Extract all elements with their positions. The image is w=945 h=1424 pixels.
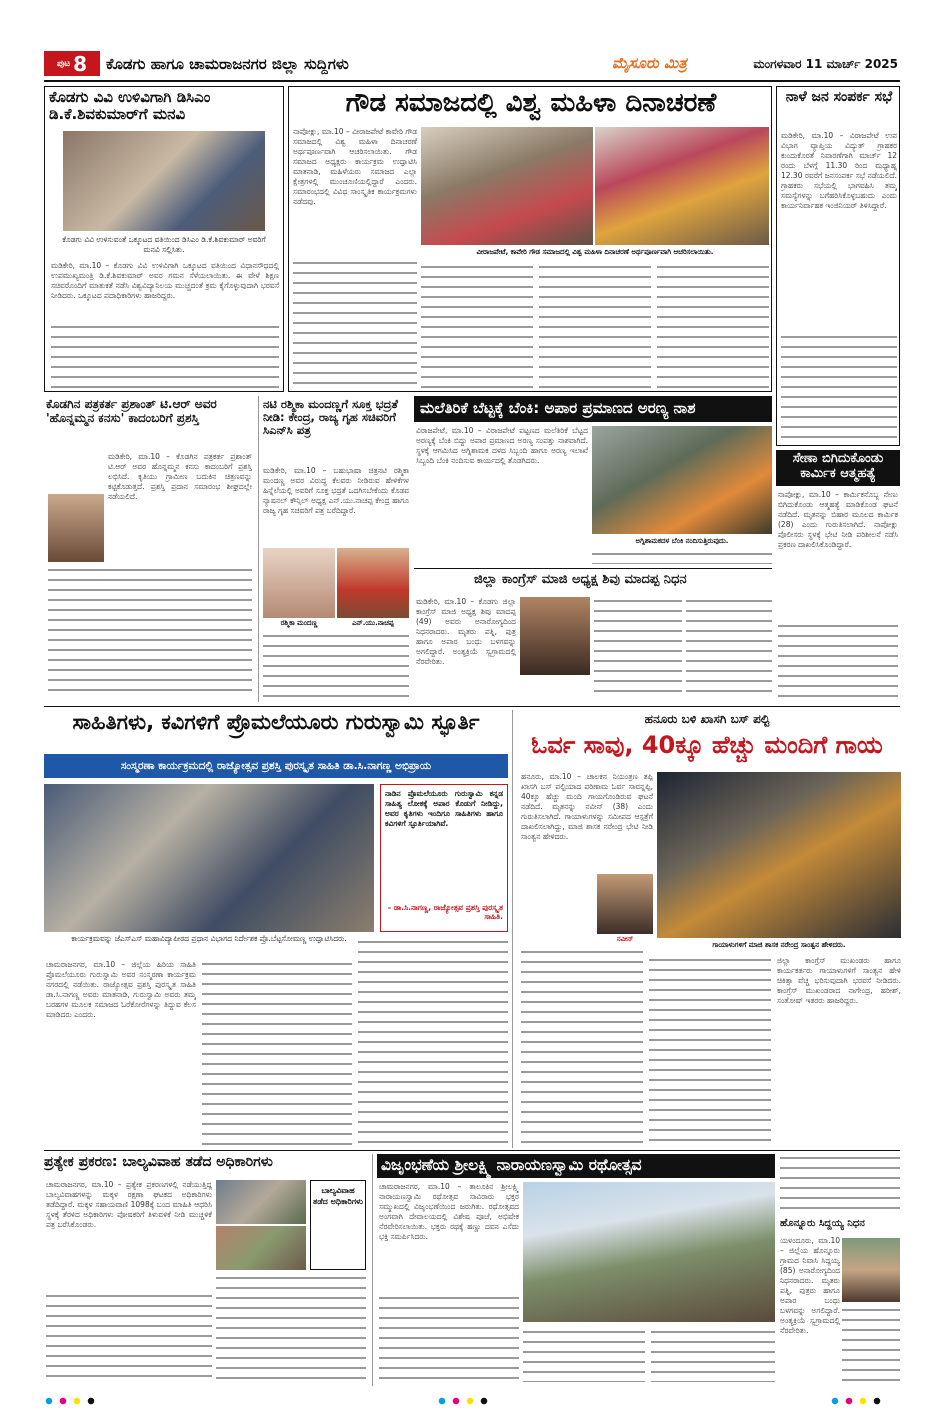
child-marriage-headline: ಪ್ರತ್ಯೇಕ ಪ್ರಕರಣ: ಬಾಲ್ಯವಿವಾಹ ತಡೆದ ಅಧಿಕಾರಿಗಳು (44, 1154, 273, 1170)
suicide-body: ನಾಪೋಕ್ಲು, ಮಾ.10 – ಕಾರ್ಮಿಕನೊಬ್ಬ ನೇಣು ಬಿಗಿದುಕೊಂಡು ಆತ್ಮಹತ್ಯೆ ಮಾಡಿಕೊಂಡ ಘಟನೆ ನಡೆದಿದೆ. ಮೃತನನ್ನು ಬಿಹಾರ ಮೂಲದ ಕಾರ್ಮಿಕ (28) ಎಂದು ಗುರುತಿಸಲಾಗಿದೆ. ನಾಪೋಕ್ಲು ಪೊಲೀಸರು ಸ್ಥಳಕ್ಕೆ ಭೇಟಿ ನೀಡಿ ಪರಿಶೀಲನೆ ನಡೆಸಿ ಪ್ರಕರಣ ದಾಖಲಿಸಿಕೊಂಡಿದ್ದಾರೆ. (778, 490, 898, 549)
rashmika-body: ಮಡಿಕೇರಿ, ಮಾ.10 – ಬಹುಭಾಷಾ ಚಿತ್ರನಟಿ ರಶ್ಮಿಕಾ ಮಂದಣ್ಣ ಅವರ ವಿರುದ್ಧ ಕೆಲವರು ನೀಡಿರುವ ಹೇಳಿಕೆಗಳ ಹಿನ್ನೆಲೆಯಲ್ಲಿ ಅವರಿಗೆ ಸೂಕ್ತ ಭದ್ರತೆ ಒದಗಿಸಬೇಕೆಂದು ಕೊಡವ ನ್ಯಾಷನಲ್ ಕೌನ್ಸಿಲ್ ಅಧ್ಯಕ್ಷ ಎನ್.ಯು.ನಾಚಪ್ಪ ಕೇಂದ್ರ ಹಾಗೂ ರಾಜ್ಯ ಗೃಹ ಸಚಿವರಿಗೆ ಪತ್ರ ಬರೆದಿದ್ದಾರೆ. (263, 466, 409, 515)
page-number-badge (44, 51, 100, 76)
rashmika-story (258, 396, 410, 702)
rashmika-body-cont (263, 632, 409, 698)
paper-logo: ಮೈಸೂರು ಮಿತ್ರ (612, 54, 687, 72)
siddaiah-photo (842, 1238, 900, 1302)
child-marriage-body: ಚಾಮರಾಜನಗರ, ಮಾ.10 – ಪ್ರತ್ಯೇಕ ಪ್ರಕರಣಗಳಲ್ಲಿ ನಡೆಯುತ್ತಿದ್ದ ಬಾಲ್ಯವಿವಾಹಗಳನ್ನು ಮಕ್ಕಳ ರಕ್ಷಣಾ ಘಟಕದ ಅಧಿಕಾರಿಗಳು ತಡೆದಿದ್ದಾರೆ. ಮಕ್ಕಳ ಸಹಾಯವಾಣಿ 1098ಕ್ಕೆ ಬಂದ ಮಾಹಿತಿ ಆಧರಿಸಿ ಸ್ಥಳಕ್ಕೆ ತೆರಳಿದ ಅಧಿಕಾರಿಗಳು ಪೋಷಕರಿಗೆ ತಿಳುವಳಿಕೆ ನೀಡಿ ಮುಚ್ಚಳಿಕೆ ಪತ್ರ ಬರೆಸಿಕೊಂಡರು. (46, 1180, 212, 1229)
rashmika-photo (263, 548, 335, 618)
prashanth-photo (48, 494, 104, 562)
suicide-headline: ಸೇಣಾ ಬಿಗಿದುಕೊಂಡು ಕಾರ್ಮಿಕ ಆತ್ಮಹತ್ಯೆ (776, 450, 900, 486)
naveen-photo (597, 874, 653, 934)
page-number: 8 (73, 51, 88, 76)
child-marriage-photo-1 (216, 1180, 306, 1224)
sahitigalu-caption: ಕಾರ್ಯಕ್ರಮವನ್ನು ಜೆಎಸ್‌ಎಸ್ ಮಹಾವಿದ್ಯಾಪೀಠದ ಪ್ರಧಾನ ವಿಭಾಗದ ನಿರ್ದೇಶಕ ಪ್ರೊ.ಬೆಟ್ಟಸೋಮಣ್ಣ ಉದ್ಘಾಟಿಸಿದರು. (71, 934, 347, 943)
dcm-photo (63, 131, 265, 231)
sahitigalu-quote-box (380, 784, 508, 932)
janasampark-headline: ನಾಳೆ ಜನ ಸಂಪರ್ಕ ಸಭೆ (785, 89, 893, 105)
gowda-caption: ವೀರಾಜಪೇಟೆ, ಕಾವೇರಿ ಗೌಡ ಸಮಾಜದಲ್ಲಿ ವಿಶ್ವ ಮಹಿಳಾ ದಿನಾಚರಣೆ ಅರ್ಥಪೂರ್ಣವಾಗಿ ಆಚರಿಸಲಾಯಿತು. (476, 248, 714, 256)
rathotsava-photo (523, 1182, 775, 1322)
rathotsava-body-col1 (379, 1294, 519, 1382)
gowda-body-col4 (657, 263, 769, 389)
dcm-body-cont (51, 323, 279, 389)
print-registration-marks (44, 1394, 900, 1408)
gowda-photo-left (421, 127, 593, 245)
child-marriage-body-cont (46, 1292, 212, 1382)
forest-fire-photo (592, 426, 772, 534)
shivu-body-col2 (594, 597, 682, 699)
child-marriage-story (44, 1154, 368, 1386)
janasampark-body-cont (781, 333, 897, 441)
registration-dots-left (44, 1394, 114, 1408)
prashanth-body-cont (48, 566, 252, 698)
bus-body-col2 (649, 956, 771, 1144)
child-marriage-side-box: ಬಾಲ್ಯವಿವಾಹ ತಡೆದ ಅಧಿಕಾರಿಗಳು (310, 1180, 366, 1270)
sahitigalu-quote: ನಾಡಿನ ಪ್ರೊಮಲೆಯೂರು ಗುರುಸ್ವಾಮಿ ಕನ್ನಡ ಸಾಹಿತ್ಯ ಲೋಕಕ್ಕೆ ಅಪಾರ ಕೊಡುಗೆ ನೀಡಿದ್ದು, ಅವರ ಕೃತಿಗಳು ಇಂದಿಗೂ ಸಾಹಿತಿಗಳು ಹಾಗೂ ಕವಿಗಳಿಗೆ ಸ್ಫೂರ್ತಿಯಾಗಿವೆ. (385, 789, 503, 828)
prashanth-story (44, 396, 254, 702)
bus-photo (657, 772, 901, 938)
bus-body-col1 (521, 948, 643, 1144)
gowda-body-col3 (539, 263, 651, 389)
rathotsava-body-col3 (651, 1328, 775, 1382)
sahitigalu-body: ಚಾಮರಾಜನಗರ, ಮಾ.10 – ಜಿಲ್ಲೆಯ ಹಿರಿಯ ಸಾಹಿತಿ ಪ್ರೊಮಲೆಯೂರು ಗುರುಸ್ವಾಮಿ ಅವರ ಸಂಸ್ಮರಣಾ ಕಾರ್ಯಕ್ರಮ ನಗರದಲ್ಲಿ ನಡೆಯಿತು. ರಾಜ್ಯೋತ್ಸವ ಪ್ರಶಸ್ತಿ ಪುರಸ್ಕೃತ ಸಾಹಿತಿ ಡಾ.ಸಿ.ನಾಗಣ್ಣ ಅವರು ಮಾತನಾಡಿ, ಗುರುಸ್ವಾಮಿ ಅವರು ತಮ್ಮ ಬರಹಗಳ ಮೂಲಕ ಸಮಾಜದ ಓರೆಕೋರೆಗಳನ್ನು ತಿದ್ದುವ ಕೆಲಸ ಮಾಡಿದರು ಎಂದರು. (46, 960, 196, 1019)
sahitigalu-subheadline: ಸಂಸ್ಮರಣಾ ಕಾರ್ಯಕ್ರಮದಲ್ಲಿ ರಾಜ್ಯೋತ್ಸವ ಪ್ರಶಸ್ತಿ ಪುರಸ್ಕೃತ ಸಾಹಿತಿ ಡಾ.ಸಿ.ನಾಗಣ್ಣ ಅಭಿಪ್ರಾಯ (44, 754, 508, 778)
sahitigalu-headline: ಸಾಹಿತಿಗಳು, ಕವಿಗಳಿಗೆ ಪ್ರೊಮಲೆಯೂರು ಗುರುಸ್ವಾಮಿ ಸ್ಫೂರ್ತಿ (72, 710, 480, 734)
sahitigalu-photo (44, 784, 374, 932)
sahitigalu-story (44, 710, 508, 1148)
siddaiah-body: ಯಳಂದೂರು, ಮಾ.10 – ಜಿಲ್ಲೆಯ ಹೊನ್ನೂರು ಗ್ರಾಮದ ನಿವಾಸಿ ಸಿದ್ದಯ್ಯ (85) ಅನಾರೋಗ್ಯದಿಂದ ನಿಧನರಾದರು. ಮೃತರು ಪತ್ನಿ, ಪುತ್ರರು ಹಾಗೂ ಅಪಾರ ಬಂಧು ಬಳಗವನ್ನು ಅಗಲಿದ್ದಾರೆ. ಅಂತ್ಯಕ್ರಿಯೆ ಸ್ವಗ್ರಾಮದಲ್ಲಿ ನೆರವೇರಿತು. (780, 1236, 840, 1335)
bus-body: ಹನೂರು, ಮಾ.10 – ಚಾಲಕನ ನಿಯಂತ್ರಣ ತಪ್ಪಿ ಖಾಸಗಿ ಬಸ್ ಪಲ್ಟಿಯಾದ ಪರಿಣಾಮ ಓರ್ವ ಸಾವನ್ನಪ್ಪಿ, 40ಕ್ಕೂ ಹೆಚ್ಚು ಮಂದಿ ಗಾಯಗೊಂಡಿರುವ ಘಟನೆ ನಡೆದಿದೆ. ಮೃತನನ್ನು ನವೀನ್ (38) ಎಂದು ಗುರುತಿಸಲಾಗಿದೆ. ಗಾಯಾಳುಗಳನ್ನು ಸಮೀಪದ ಆಸ್ಪತ್ರೆಗೆ ದಾಖಲಿಸಲಾಗಿದ್ದು, ಮಾಜಿ ಶಾಸಕ ನರೇಂದ್ರ ಭೇಟಿ ನೀಡಿ ಸಾಂತ್ವನ ಹೇಳಿದರು. (521, 772, 653, 841)
sahitigalu-body-col2 (202, 960, 352, 1146)
dcm-body: ಮಡಿಕೇರಿ, ಮಾ.10 – ಕೊಡಗು ವಿವಿ ಉಳಿವಿಗಾಗಿ ಒಕ್ಕೂಟದ ವತಿಯಿಂದ ವಿಧಾನಸೌಧದಲ್ಲಿ ಉಪಮುಖ್ಯಮಂತ್ರಿ ಡಿ.ಕೆ.ಶಿವಕುಮಾರ್ ಅವರ ಗಮನ ಸೆಳೆಯಲಾಯಿತು. ಈ ವೇಳೆ ಶಿಕ್ಷಣ ಸಚಿವರೊಂದಿಗೆ ಮಾತುಕತೆ ನಡೆಸಿ ವಿಶ್ವವಿದ್ಯಾನಿಲಯ ಮುಚ್ಚದಂತೆ ಕ್ರಮ ಕೈಗೊಳ್ಳುವುದಾಗಿ ಭರವಸೆ ನೀಡಿದರು. ಒಕ್ಕೂಟದ ಪದಾಧಿಕಾರಿಗಳು ಹಾಜರಿದ್ದರು. (51, 261, 279, 300)
janasampark-body: ಮಡಿಕೇರಿ, ಮಾ.10 – ವಿರಾಜಪೇಟೆ ಉಪ ವಿಭಾಗ ವ್ಯಾಪ್ತಿಯ ವಿದ್ಯುತ್ ಗ್ರಾಹಕರ ಕುಂದುಕೊರತೆ ನಿವಾರಣೆಗಾಗಿ ಮಾರ್ಚ್ 12 ರಂದು ಬೆಳಗ್ಗೆ 11.30 ರಿಂದ ಮಧ್ಯಾಹ್ನ 12.30 ರವರೆಗೆ ಜನಸಂಪರ್ಕ ಸಭೆ ನಡೆಯಲಿದೆ. ಗ್ರಾಹಕರು ಸಭೆಯಲ್ಲಿ ಭಾಗವಹಿಸಿ ತಮ್ಮ ಸಮಸ್ಯೆಗಳನ್ನು ಬಗೆಹರಿಸಿಕೊಳ್ಳಬಹುದು ಎಂದು ಕಾರ್ಯನಿರ್ವಾಹಕ ಇಂಜಿನಿಯರ್ ತಿಳಿಸಿದ್ದಾರೆ. (781, 131, 897, 210)
gowda-headline: ಗೌಡ ಸಮಾಜದಲ್ಲಿ ವಿಶ್ವ ಮಹಿಳಾ ದಿನಾಚರಣೆ (345, 89, 717, 118)
shivu-body-col3 (686, 597, 772, 699)
gowda-story (288, 86, 772, 392)
prashanth-headline: ಕೊಡಗಿನ ಪತ್ರಕರ್ತ ಪ್ರಶಾಂತ್ ಟಿ.ಆರ್ ಅವರ 'ಹೊನ್ನಮ್ಮನ ಕನಸು' ಕಾದಂಬರಿಗೆ ಪ್ರಶಸ್ತಿ (46, 398, 217, 425)
forest-headline: ಮಲೆತಿರಿಕೆ ಬೆಟ್ಟಕ್ಕೆ ಬೆಂಕಿ: ಅಪಾರ ಪ್ರಮಾಣದ ಅರಣ್ಯ ನಾಶ (414, 396, 772, 422)
bus-right-body: ಜಿಲ್ಲಾ ಕಾಂಗ್ರೆಸ್ ಮುಖಂಡರು ಹಾಗೂ ಕಾರ್ಯಕರ್ತರು ಗಾಯಾಳುಗಳಿಗೆ ಸಾಂತ್ವನ ಹೇಳಿ ಚಿಕಿತ್ಸಾ ವೆಚ್ಚ ಭರಿಸುವುದಾಗಿ ಭರವಸೆ ನೀಡಿದರು. ಕಾಂಗ್ರೆಸ್ ಮುಖಂಡರಾದ ನಾಗೇಂದ್ರ, ಹರೀಶ್, ಸಂತೋಷ್ ಇತರರು ಹಾಜರಿದ್ದರು. (777, 956, 901, 1005)
shivu-headline: ಜಿಲ್ಲಾ ಕಾಂಗ್ರೆಸ್ ಮಾಜಿ ಅಧ್ಯಕ್ಷ ಶಿವು ಮಾದಪ್ಪ ನಿಧನ (474, 573, 687, 587)
rashmika-headline: ನಟಿ ರಶ್ಮಿಕಾ ಮಂದಣ್ಣಗೆ ಸೂಕ್ತ ಭದ್ರತೆ ನೀಡಿ: ಕೇಂದ್ರ, ರಾಜ್ಯ ಗೃಹ ಸಚಿವರಿಗೆ ಸಿಎನ್‌ಸಿ ಪತ್ರ (263, 398, 398, 438)
dcm-story (44, 86, 284, 392)
registration-dots-right (830, 1394, 900, 1408)
gowda-body-col2 (421, 263, 533, 389)
forest-body-cont (592, 550, 772, 564)
janasampark-story (776, 86, 900, 446)
forest-story (414, 396, 772, 566)
rathotsava-story (372, 1154, 776, 1386)
forest-caption: ಅಗ್ನಿಶಾಮಕದಳ ಬೆಂಕಿ ನಂದಿಸುತ್ತಿರುವುದು. (635, 537, 729, 545)
fold-divider (44, 706, 900, 707)
forest-body: ವಿರಾಜಪೇಟೆ, ಮಾ.10 – ವಿರಾಜಪೇಟೆ ಪಟ್ಟಣದ ಮಲೆತಿರಿಕೆ ಬೆಟ್ಟದ ಅರಣ್ಯಕ್ಕೆ ಬೆಂಕಿ ಬಿದ್ದು ಅಪಾರ ಪ್ರಮಾಣದ ಅರಣ್ಯ ಸಂಪತ್ತು ನಾಶವಾಗಿದೆ. ಸ್ಥಳಕ್ಕೆ ಆಗಮಿಸಿದ ಅಗ್ನಿಶಾಮಕ ದಳದ ಸಿಬ್ಬಂದಿ ಹಾಗೂ ಅರಣ್ಯ ಇಲಾಖೆ ಸಿಬ್ಬಂದಿ ಬೆಂಕಿ ನಂದಿಸುವ ಕಾರ್ಯದಲ್ಲಿ ತೊಡಗಿದರು. (416, 426, 588, 465)
issue-date: ಮಂಗಳವಾರ 11 ಮಾರ್ಚ್ 2025 (753, 57, 898, 71)
masthead-divider (44, 80, 900, 82)
suicide-story (776, 450, 900, 702)
lower-divider (44, 1150, 900, 1151)
bus-story (512, 710, 900, 1148)
prashanth-body: ಮಡಿಕೇರಿ, ಮಾ.10 – ಕೊಡಗಿನ ಪತ್ರಕರ್ತ ಪ್ರಶಾಂತ್ ಟಿ.ಆರ್ ಅವರ ಹೊನ್ನಮ್ಮನ ಕನಸು ಕಾದಂಬರಿಗೆ ಪ್ರಶಸ್ತಿ ಲಭಿಸಿದೆ. ಕೃತಿಯು ಗ್ರಾಮೀಣ ಬದುಕಿನ ಚಿತ್ರಣವನ್ನು ಕಟ್ಟಿಕೊಡುತ್ತದೆ. ಪ್ರಶಸ್ತಿ ಪ್ರದಾನ ಸಮಾರಂಭ ಶೀಘ್ರದಲ್ಲೇ ನಡೆಯಲಿದೆ. (108, 452, 252, 501)
child-marriage-photo-2 (216, 1226, 306, 1270)
gowda-body: ನಾಪೋಕ್ಲು, ಮಾ.10 – ವೀರಾಜಪೇಟೆ ಕಾವೇರಿ ಗೌಡ ಸಮಾಜದಲ್ಲಿ ವಿಶ್ವ ಮಹಿಳಾ ದಿನಾಚರಣೆ ಅರ್ಥಪೂರ್ಣವಾಗಿ ಆಚರಿಸಲಾಯಿತು. ಗೌಡ ಸಮಾಜದ ಅಧ್ಯಕ್ಷರು ಕಾರ್ಯಕ್ರಮ ಉದ್ಘಾಟಿಸಿ ಮಾತನಾಡಿ, ಮಹಿಳೆಯರು ಸಮಾಜದ ಎಲ್ಲಾ ಕ್ಷೇತ್ರಗಳಲ್ಲಿ ಮುಂಚೂಣಿಯಲ್ಲಿದ್ದಾರೆ ಎಂದರು. ಸಮಾರಂಭದಲ್ಲಿ ವಿವಿಧ ಸಾಂಸ್ಕೃತಿಕ ಕಾರ್ಯಕ್ರಮಗಳು ನಡೆದವು. (293, 127, 417, 206)
siddaiah-body-cont (842, 1306, 900, 1382)
section-title: ಕೊಡಗು ಹಾಗೂ ಚಾಮರಾಜನಗರ ಜಿಲ್ಲಾ ಸುದ್ದಿಗಳು (106, 55, 349, 73)
shivu-story (414, 568, 772, 702)
shivu-photo (520, 597, 590, 675)
page-label: ಪುಟ (56, 58, 71, 69)
siddaiah-story (780, 1154, 900, 1386)
rashmika-photo-caption: ರಶ್ಮಿಕಾ ಮಂದಣ್ಣ (280, 619, 318, 627)
suicide-body-cont (778, 622, 898, 700)
sahitigalu-body-col3 (358, 938, 508, 1146)
nachappa-photo (337, 548, 409, 618)
gowda-photo-right (595, 127, 769, 245)
rathotsava-body-col2 (523, 1328, 645, 1382)
shivu-body: ಮಡಿಕೇರಿ, ಮಾ.10 – ಕೊಡಗು ಜಿಲ್ಲಾ ಕಾಂಗ್ರೆಸ್ ಮಾಜಿ ಅಧ್ಯಕ್ಷ ಶಿವು ಮಾದಪ್ಪ (49) ಅವರು ಅನಾರೋಗ್ಯದಿಂದ ನಿಧನರಾದರು. ಮೃತರು ಪತ್ನಿ, ಪುತ್ರ ಹಾಗೂ ಅಪಾರ ಬಂಧು ಬಳಗವನ್ನು ಅಗಲಿದ್ದಾರೆ. ಅಂತ್ಯಕ್ರಿಯೆ ಸ್ವಗ್ರಾಮದಲ್ಲಿ ನೆರವೇರಿತು. (416, 597, 516, 666)
gowda-body-col1 (293, 259, 417, 389)
nachappa-photo-caption: ಎನ್.ಯು.ನಾಚಪ್ಪ (352, 619, 394, 627)
dcm-caption: ಕೊಡಗು ವಿವಿ ಉಳಿಸುವಂತೆ ಒಕ್ಕೂಟದ ವತಿಯಿಂದ ಡಿಸಿಎಂ ಡಿ.ಕೆ.ಶಿವಕುಮಾರ್‌ ಅವರಿಗೆ ಮನವಿ ಸಲ್ಲಿಸಿತು. (62, 235, 266, 254)
siddaiah-lead-in (780, 1154, 900, 1214)
bus-kicker: ಹನೂರು ಬಳಿ ಖಾಸಗಿ ಬಸ್ ಪಲ್ಟಿ (644, 712, 770, 726)
naveen-caption: ನವೀನ್ (616, 935, 634, 943)
dcm-headline: ಕೊಡಗು ವಿವಿ ಉಳಿವಿಗಾಗಿ ಡಿಸಿಎಂ ಡಿ.ಕೆ.ಶಿವಕುಮಾರ್‌ಗೆ ಮನವಿ (49, 89, 211, 124)
siddaiah-headline: ಹೊನ್ನೂರು ಸಿದ್ದಯ್ಯ ನಿಧನ (780, 1218, 865, 1229)
bus-headline: ಓರ್ವ ಸಾವು, 40ಕ್ಕೂ ಹೆಚ್ಚು ಮಂದಿಗೆ ಗಾಯ (531, 732, 883, 759)
rathotsava-headline: ವಿಜೃಂಭಣೆಯ ಶ್ರೀಲಕ್ಷ್ಮಿ ನಾರಾಯಣಸ್ವಾಮಿ ರಥೋತ್ಸವ (377, 1154, 775, 1178)
registration-dots-center (437, 1394, 507, 1408)
child-marriage-body-col2 (216, 1274, 366, 1382)
rathotsava-body: ಚಾಮರಾಜನಗರ, ಮಾ.10 – ತಾಲೂಕಿನ ಶ್ರೀಲಕ್ಷ್ಮಿ ನಾರಾಯಣಸ್ವಾಮಿ ರಥೋತ್ಸವ ಸಾವಿರಾರು ಭಕ್ತರ ಸಮ್ಮುಖದಲ್ಲಿ ವಿಜೃಂಭಣೆಯಿಂದ ಜರುಗಿತು. ರಥೋತ್ಸವದ ಅಂಗವಾಗಿ ದೇವಾಲಯದಲ್ಲಿ ವಿಶೇಷ ಪೂಜೆ, ಅಭಿಷೇಕ ನೆರವೇರಿಸಲಾಯಿತು. ಭಕ್ತರು ರಥಕ್ಕೆ ಹಣ್ಣು ದವನ ಎಸೆದು ಭಕ್ತಿ ಸಮರ್ಪಿಸಿದರು. (379, 1182, 519, 1241)
bus-caption: ಗಾಯಾಳುಗಳಿಗೆ ಮಾಜಿ ಶಾಸಕ ನರೇಂದ್ರ ಸಾಂತ್ವನ ಹೇಳಿದರು. (712, 941, 846, 949)
sahitigalu-quote-author: – ಡಾ.ಸಿ.ನಾಗಣ್ಣ, ರಾಜ್ಯೋತ್ಸವ ಪ್ರಶಸ್ತಿ ಪುರಸ್ಕೃತ ಸಾಹಿತಿ. (387, 903, 503, 921)
